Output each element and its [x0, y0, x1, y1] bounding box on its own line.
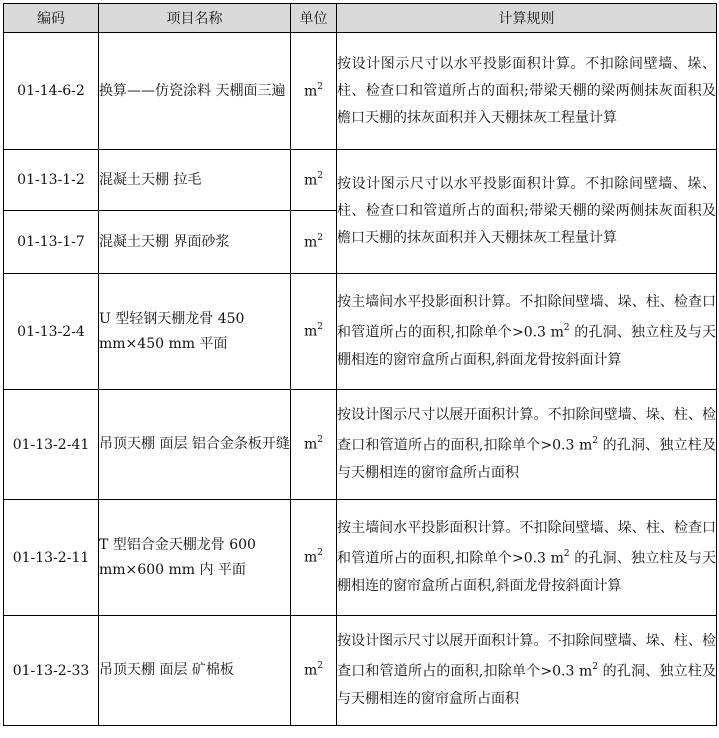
item-rule: 按设计图示尺寸以水平投影面积计算。不扣除间壁墙、垛、柱、检查口和管道所占的面积;带梁天棚的梁两侧抹灰面积及檐口天棚的抹灰面积并入天棚抹灰工程量计算 [337, 33, 717, 150]
item-name: U 型轻钢天棚龙骨 450 mm×450 mm 平面 [99, 274, 291, 390]
rule-text: 按设计图示尺寸以展开面积计算。不扣除间壁墙、垛、柱、检查口和管道所占的面积,扣除单个>0.3 m [337, 633, 716, 680]
rule-exponent: 2 [563, 323, 570, 334]
table-row [4, 616, 717, 726]
table-row [4, 274, 717, 390]
unit-base: m [303, 662, 318, 679]
rule-exponent: 2 [592, 662, 598, 673]
unit-base: m [303, 549, 318, 566]
header-rule: 计算规则 [337, 4, 717, 33]
item-code: 01-13-2-33 [4, 616, 99, 726]
item-code: 01-13-2-11 [4, 500, 99, 616]
rule-text: 的孔洞、独立柱及与天棚相连的窗帘盒所占面积 [337, 437, 716, 481]
unit-exponent: 2 [317, 322, 323, 333]
table-row [4, 390, 717, 500]
item-name: 混凝土天棚 拉毛 [99, 150, 291, 211]
unit-base: m [303, 323, 318, 340]
unit-base: m [303, 172, 318, 189]
header-code: 编码 [4, 4, 99, 33]
unit-base: m [303, 436, 318, 453]
item-rule [337, 390, 717, 500]
rule-exponent: 2 [563, 549, 570, 560]
unit-exponent: 2 [317, 170, 323, 181]
item-rule [337, 274, 717, 390]
item-name: T 型铝合金天棚龙骨 600 mm×600 mm 内 平面 [99, 500, 291, 616]
table-row [4, 33, 717, 150]
item-unit [291, 616, 337, 726]
item-code: 01-14-6-2 [4, 33, 99, 150]
header-unit: 单位 [291, 4, 337, 33]
item-rule [337, 500, 717, 616]
table-row [4, 500, 717, 616]
rule-exponent: 2 [592, 436, 598, 447]
item-name: 混凝土天棚 界面砂浆 [99, 211, 291, 274]
rule-text: 按主墙间水平投影面积计算。不扣除间壁墙、垛、柱、检查口和管道所占的面积,扣除单个>0.3 m [337, 294, 716, 341]
item-unit [291, 150, 337, 211]
rule-text: 按主墙间水平投影面积计算。不扣除间壁墙、垛、柱、检查口和管道所占的面积,扣除单个>0.3 m [337, 520, 716, 567]
item-code: 01-13-1-7 [4, 211, 99, 274]
unit-exponent: 2 [317, 81, 323, 92]
item-rule: 按设计图示尺寸以水平投影面积计算。不扣除间壁墙、垛、柱、检查口和管道所占的面积;带梁天棚的梁两侧抹灰面积及檐口天棚的抹灰面积并入天棚抹灰工程量计算 [337, 150, 717, 274]
item-unit [291, 500, 337, 616]
header-name: 项目名称 [99, 4, 291, 33]
rule-text: 按设计图示尺寸以展开面积计算。不扣除间壁墙、垛、柱、检查口和管道所占的面积,扣除单个>0.3 m [337, 407, 716, 454]
unit-base: m [303, 234, 318, 251]
calculation-rules-table [3, 3, 717, 726]
unit-exponent: 2 [317, 661, 323, 672]
unit-exponent: 2 [317, 548, 323, 559]
item-unit [291, 211, 337, 274]
item-name: 吊顶天棚 面层 铝合金条板开缝 [99, 390, 291, 500]
table-row [4, 150, 717, 211]
item-code: 01-13-1-2 [4, 150, 99, 211]
unit-base: m [303, 83, 318, 100]
header-row [4, 4, 717, 33]
rule-text: 的孔洞、独立柱及与天棚相连的窗帘盒所占面积 [337, 663, 716, 707]
item-rule [337, 616, 717, 726]
item-unit [291, 33, 337, 150]
item-code: 01-13-2-41 [4, 390, 99, 500]
rule-text: 的孔洞、独立柱及与天棚相连的窗帘盒所占面积,斜面龙骨按斜面计算 [337, 324, 717, 368]
item-name: 换算——仿瓷涂料 天棚面三遍 [99, 33, 291, 150]
unit-exponent: 2 [317, 435, 323, 446]
item-unit [291, 274, 337, 390]
rule-text: 的孔洞、独立柱及与天棚相连的窗帘盒所占面积,斜面龙骨按斜面计算 [337, 550, 717, 594]
item-name: 吊顶天棚 面层 矿棉板 [99, 616, 291, 726]
item-code: 01-13-2-4 [4, 274, 99, 390]
item-unit [291, 390, 337, 500]
unit-exponent: 2 [317, 232, 323, 243]
